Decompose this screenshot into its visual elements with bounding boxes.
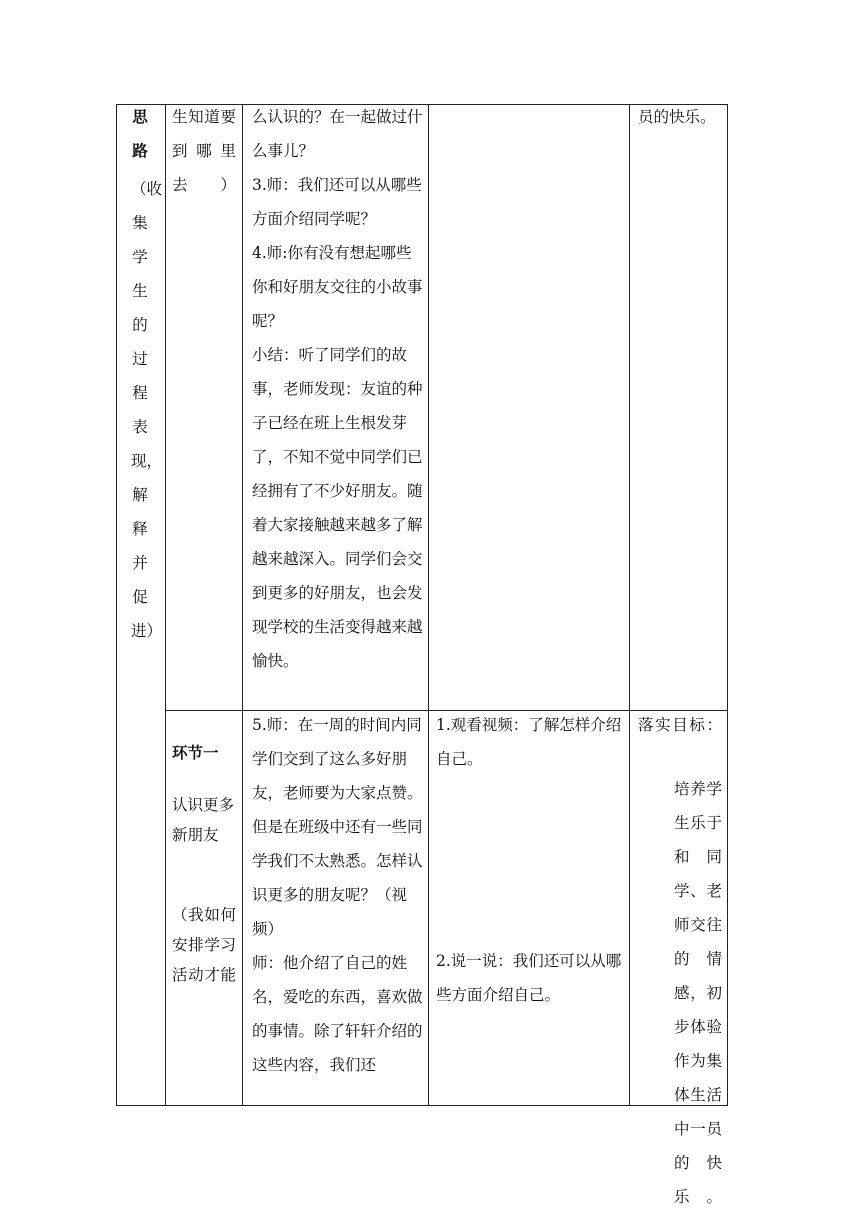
table-right-border [727, 104, 728, 1106]
design-idea-heading: 思路 [132, 107, 148, 160]
teacher-line: 么认识的？在一起做过什么事儿？ [252, 108, 423, 160]
student-activity-cell [436, 708, 626, 1012]
goal-body: 培养学生乐于和同学、老师交往的情感，初步体验作为集体生活中一员的快乐。 [674, 780, 722, 1206]
goal-cell-top [638, 100, 724, 134]
student-activity-2: 2.说一说：我们还可以从哪些方面介绍自己。 [436, 952, 622, 1004]
design-idea-note: （收集学生的过程表现，解释并促进） [131, 180, 163, 640]
teacher-line: 师：他介绍了自己的姓名，爱吃的东西，喜欢做的事情。除了轩轩介绍的这些内容，我们还 [252, 954, 423, 1074]
design-idea-cell [116, 100, 164, 648]
teacher-activity-cell-bottom [252, 708, 424, 1082]
column-divider-2 [242, 104, 243, 1106]
column-divider-1 [165, 104, 166, 1106]
goal-label: 落实目标： [638, 716, 722, 734]
step-cell-top [172, 100, 236, 202]
table-bottom-border [116, 1105, 728, 1106]
section-subtitle: 认识更多新朋友 [172, 796, 235, 844]
teacher-line: 4.师:你有没有想起哪些你和好朋友交往的小故事呢？ [252, 244, 423, 330]
step-top-text: 生知道要到哪里去） [172, 108, 236, 194]
column-divider-4 [629, 104, 630, 1106]
teacher-line: 5.师：在一周的时间内同学们交到了这么多好朋友，老师要为大家点赞。但是在班级中还有一些同学我们不太熟悉。怎样认识更多的朋友呢？（视频） [252, 716, 423, 938]
goal-cell-bottom [638, 708, 722, 1214]
section-title: 环节一 [172, 743, 219, 762]
step-cell-bottom [172, 712, 236, 990]
teacher-activity-cell-top [252, 100, 424, 678]
teacher-line: 3.师：我们还可以从哪些方面介绍同学呢？ [252, 176, 422, 228]
section-note: （我如何安排学习活动才能 [172, 906, 236, 984]
student-activity-1: 1.观看视频：了解怎样介绍自己。 [436, 716, 622, 768]
goal-top-text: 员的快乐。 [638, 108, 716, 126]
column-divider-3 [428, 104, 429, 1106]
teacher-summary: 小结：听了同学们的故事，老师发现：友谊的种子已经在班上生根发芽了，不知不觉中同学们已经拥有了不少好朋友。随着大家接触越来越多了解越来越深入。同学们会交到更多的好朋友，也会发现学校的生活变得越来越愉快。 [252, 346, 423, 670]
